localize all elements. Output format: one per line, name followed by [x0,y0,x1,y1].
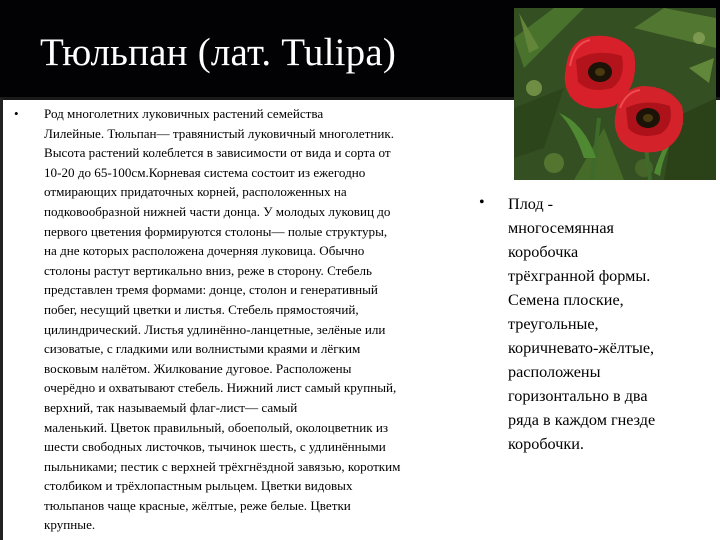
fruit-description-line: коричневато-жёлтые, [508,339,655,357]
description-line: Род многолетних луковичных растений семейства [44,106,324,121]
fruit-description-line: Семена плоские, [508,291,624,309]
tulip-illustration [514,8,716,180]
description-line: столбиком и трёхлопастным рыльцем. Цветки видовых [44,478,353,494]
description-line: побег, несущий цветки и листья. Стебель прямостоячий, [44,301,359,317]
description-line: Лилейные. Тюльпан— травянистый луковичный многолетник. [44,125,394,141]
description-line: верхний, так называемый флаг-лист— самый [44,399,298,415]
fruit-description-line: ряда в каждом гнезде [508,411,656,429]
description-line: цилиндрический. Листья удлинённо-ланцетные, зелёные или [44,321,386,337]
description-line: очерёдно и охватывают стебель. Нижний лист самый крупный, [44,380,397,396]
description-line: шести свободных листочков, тычинок шесть, с удлинёнными [44,439,386,455]
fruit-description-line: Плод - [508,195,554,213]
description-line: маленький. Цветок правильный, обоеполый, околоцветник из [44,419,389,435]
description-line: отмирающих придаточных корней, расположенных на [44,184,347,200]
fruit-description-line: расположены [508,363,601,381]
description-text [44,104,486,535]
description-line: 10-20 до 65-100см.Корневая система состоит из ежегодно [44,164,366,180]
description-line: Высота растений колеблется в зависимости от вида и сорта от [44,145,391,161]
description-line: сизоватые, с гладкими или волнистыми краями и лёгким [44,341,361,357]
left-bullet: • [14,106,19,121]
description-line: представлен тремя формами: донце, столон и генеративный [44,282,378,298]
fruit-description-line: треугольные, [508,315,599,333]
tulip-flower-2 [615,86,684,152]
fruit-description-text [508,192,708,456]
fruit-description-line: коробочки. [508,435,584,453]
description-line: на дне которых расположена дочерняя луковица. Обычно [44,243,365,259]
fruit-description-line: горизонтально в два [508,387,648,405]
slide-title: Тюльпан (лат. Tulipa) [40,31,397,74]
description-line: первого цветения формируются столоны— полые структуры, [44,223,388,239]
description-line: крупные. [44,517,96,533]
description-line: тюльпанов чаще красные, жёлтые, реже белые. Цветки [44,497,351,513]
fruit-description-line: многосемянная [508,219,614,237]
description-line: подковообразной нижней части донца. У молодых луковиц до [44,203,391,219]
description-line: столоны растут вертикально вниз, реже в сторону. Стебель [44,262,372,278]
description-line: восковым налётом. Жилкование дуговое. Расположены [44,360,352,376]
fruit-description-line: трёхгранной формы. [508,267,651,285]
fruit-description-line: коробочка [508,243,579,261]
description-line: пыльниками; пестик с верхней трёхгнёздной завязью, коротким [44,458,401,474]
tulip-photo [514,8,716,180]
left-border [0,98,3,540]
right-bullet: • [479,194,485,211]
